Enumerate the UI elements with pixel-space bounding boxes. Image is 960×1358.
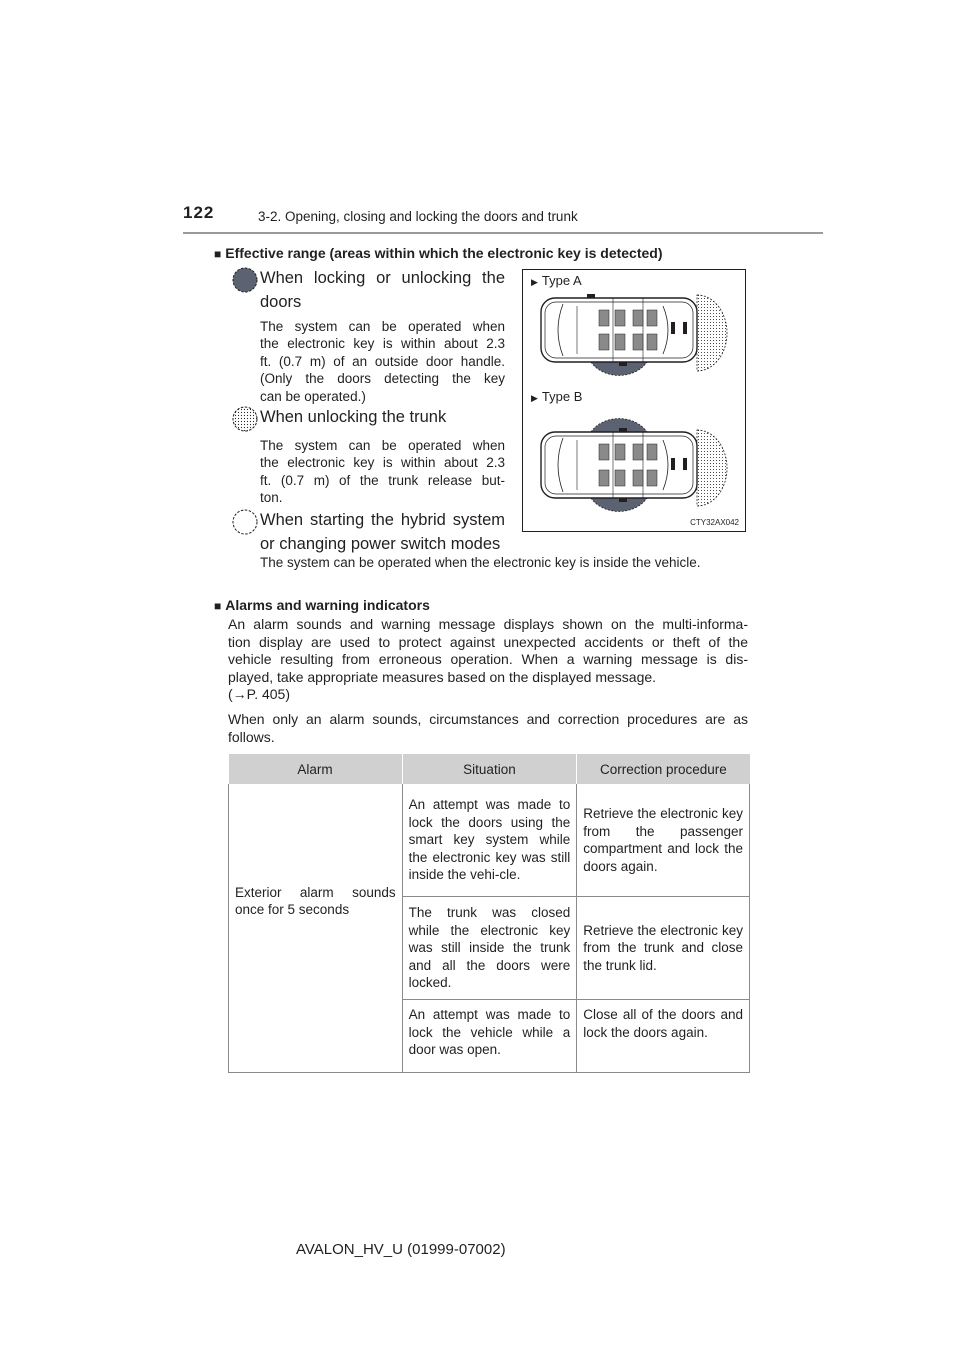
car-diagrams	[523, 270, 745, 531]
alarm-table	[228, 754, 750, 1073]
dotted-range-icon	[231, 405, 259, 433]
table-header-row	[229, 754, 750, 784]
situation-cell: The trunk was closed while the electronic key was still inside the trunk and all the doors were locked.	[402, 897, 577, 1000]
type-b-car-diagram	[541, 419, 727, 512]
effective-range-heading: ■ Effective range (areas within which the electronic key is detected)	[214, 245, 663, 261]
type-a-car-diagram	[541, 294, 727, 375]
square-bullet-icon: ■	[214, 247, 222, 261]
square-bullet-icon: ■	[214, 599, 222, 613]
triangle-bullet-icon: ▶	[531, 277, 538, 287]
situation-cell: An attempt was made to lock the doors using the smart key system while the electronic key was still inside the vehi-cle.	[402, 784, 577, 897]
footer-doc-code: AVALON_HV_U (01999-07002)	[296, 1241, 506, 1258]
header-alarm: Alarm	[229, 754, 403, 784]
triangle-bullet-icon: ▶	[531, 393, 538, 403]
item-start-title: When starting the hybrid system	[260, 511, 505, 529]
page-number: 122	[183, 203, 215, 222]
header-correction: Correction procedure	[577, 754, 750, 784]
item-doors-title: When locking or unlocking the	[260, 269, 505, 287]
correction-cell: Retrieve the electronic key from the passenger compartment and lock the doors again.	[577, 784, 750, 897]
outline-range-icon	[231, 508, 259, 536]
header-situation: Situation	[402, 754, 577, 784]
item-doors-title-cont: doors	[260, 293, 302, 311]
alarms-heading: ■ Alarms and warning indicators	[214, 597, 430, 613]
item-start-title-cont: or changing power switch modes	[260, 535, 501, 553]
item-trunk-title: When unlocking the trunk	[260, 408, 447, 426]
header-rule	[183, 232, 823, 234]
page-reference-link[interactable]: (→P. 405)	[228, 686, 290, 702]
item-doors-desc: The system can be operated when the electronic key is within about 2.3 ft. (0.7 m) of an outside door handle. (Only the doors detecting the key can be operated.)	[260, 319, 505, 404]
alarms-intro: When only an alarm sounds, circumstances and correction procedures are as follows.	[228, 711, 748, 745]
solid-range-icon	[231, 266, 259, 294]
correction-cell: Close all of the doors and lock the doors again.	[577, 1000, 750, 1073]
figure-code: CTY32AX042	[690, 518, 739, 527]
correction-cell: Retrieve the electronic key from the trunk and close the trunk lid.	[577, 897, 750, 1000]
section-title: 3-2. Opening, closing and locking the doors and trunk	[258, 209, 578, 224]
situation-cell: An attempt was made to lock the vehicle while a door was open.	[402, 1000, 577, 1073]
type-b-label: ▶ Type B	[531, 389, 583, 404]
item-start-desc: The system can be operated when the electronic key is inside the vehicle.	[260, 555, 701, 570]
alarms-paragraph: An alarm sounds and warning message displays shown on the multi-informa- tion display are used to protect against unexpected accidents or theft of the vehicle resulting from erroneous operation. When a warning message is dis- played, take appropriate measures based on the displayed message. (→P. 405)	[228, 616, 748, 702]
table-row	[229, 784, 750, 897]
item-trunk-desc: The system can be operated when the electronic key is within about 2.3 ft. (0.7 m) of the trunk release but- ton.	[260, 438, 505, 506]
detection-range-figure	[522, 269, 746, 532]
type-a-label: ▶ Type A	[531, 273, 582, 288]
alarm-cell: Exterior alarm sounds once for 5 seconds	[229, 784, 403, 1073]
